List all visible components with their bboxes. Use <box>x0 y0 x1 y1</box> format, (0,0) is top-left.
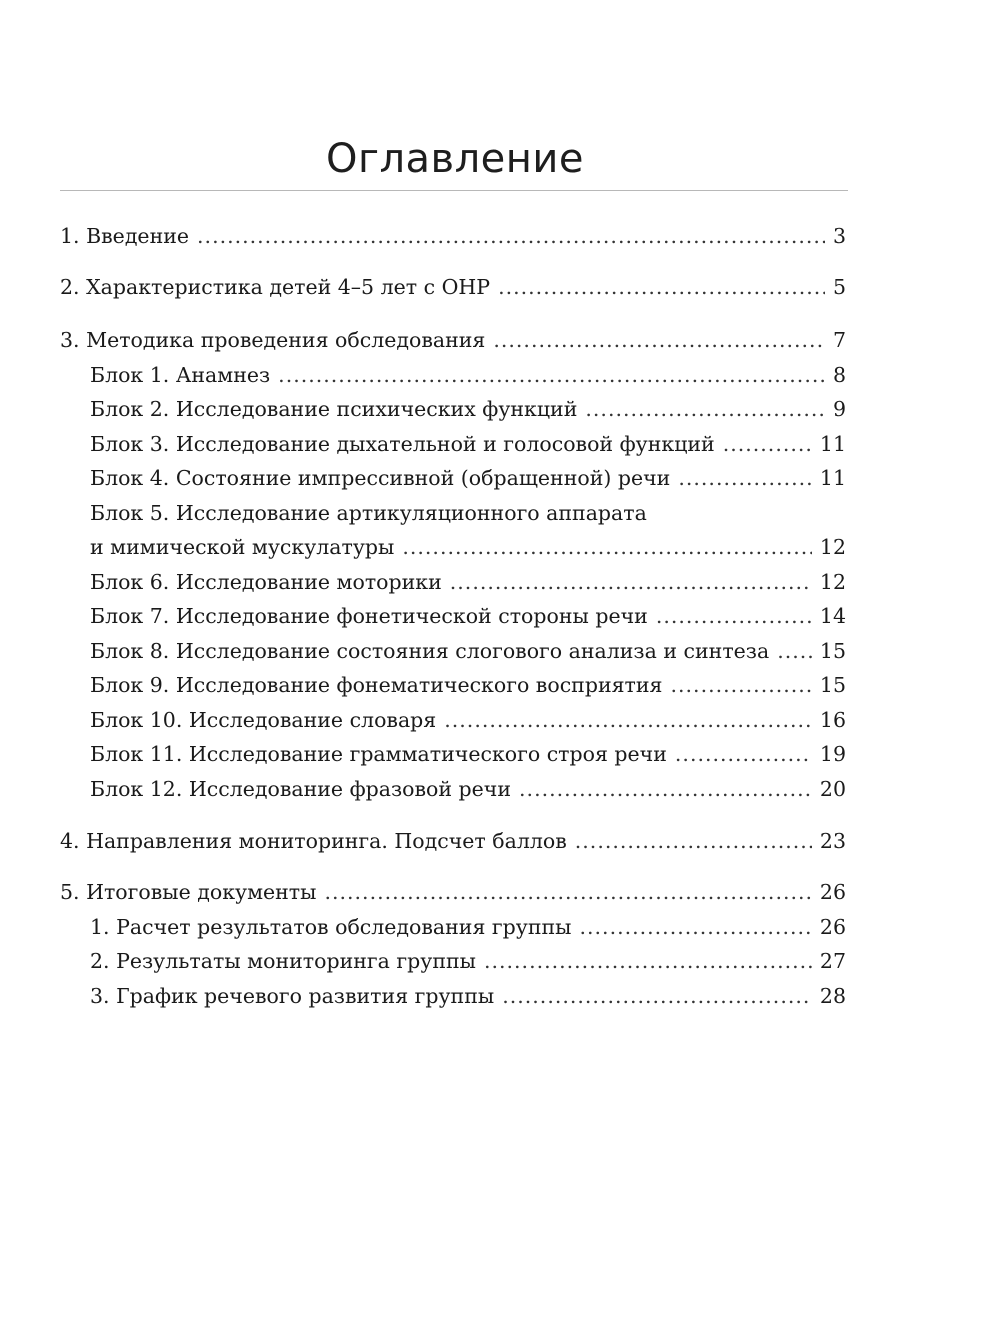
dot-leader <box>575 826 812 856</box>
dot-leader <box>324 877 811 907</box>
toc-entry-label: Блок 4. Состояние импрессивной (обращенной) речи <box>90 466 671 490</box>
page-title: Оглавление <box>325 136 585 182</box>
toc-subentry-block-1 <box>90 360 846 390</box>
dot-leader <box>450 567 812 597</box>
toc-entry-page: 27 <box>819 949 846 973</box>
dot-leader <box>675 739 812 769</box>
toc-subentry-block-7 <box>90 601 846 631</box>
toc-entry-monitoring <box>60 826 846 856</box>
toc-subentry-block-6 <box>90 567 846 597</box>
toc-subentry-block-9 <box>90 670 846 700</box>
dot-leader <box>493 325 825 355</box>
toc-entry-label: 2. Результаты мониторинга группы <box>90 949 476 973</box>
toc-entry-page: 9 <box>832 397 846 421</box>
dot-leader <box>678 463 812 493</box>
toc-entry-label: Блок 5. Исследование артикуляционного аппарата <box>90 501 647 525</box>
toc-entry-page: 12 <box>819 535 846 559</box>
dot-leader <box>585 394 825 424</box>
dot-leader <box>777 636 812 666</box>
toc-subentry-block-3 <box>90 429 846 459</box>
dot-leader <box>502 981 812 1011</box>
toc-entry-label: Блок 1. Анамнез <box>90 363 271 387</box>
toc-subentry-block-2 <box>90 394 846 424</box>
toc-subentry-block-4 <box>90 463 846 493</box>
toc-entry-page: 26 <box>819 915 846 939</box>
toc-entry-label: 1. Расчет результатов обследования группы <box>90 915 572 939</box>
toc-entry-page: 15 <box>819 673 846 697</box>
toc-entry-label: Блок 10. Исследование словаря <box>90 708 437 732</box>
toc-entry-characteristics <box>60 272 846 302</box>
toc-entry-introduction <box>60 221 846 251</box>
toc-entry-label: Блок 11. Исследование грамматического строя речи <box>90 742 667 766</box>
toc-entry-page: 23 <box>819 829 846 853</box>
toc-subentry-calculation <box>90 912 846 942</box>
toc-entry-final-documents <box>60 877 846 907</box>
dot-leader <box>278 360 825 390</box>
toc-entry-label: Блок 2. Исследование психических функций <box>90 397 578 421</box>
toc-subentry-block-10 <box>90 705 846 735</box>
toc-entry-page: 20 <box>819 777 846 801</box>
toc-entry-label: Блок 7. Исследование фонетической стороны речи <box>90 604 648 628</box>
toc-entry-page: 7 <box>832 328 846 352</box>
toc-subentry-graph <box>90 981 846 1011</box>
toc-entry-label: Блок 9. Исследование фонематического восприятия <box>90 673 663 697</box>
toc-entry-label: 3. График речевого развития группы <box>90 984 495 1008</box>
toc-entry-page: 11 <box>819 432 846 456</box>
toc-entry-label: Блок 3. Исследование дыхательной и голосовой функций <box>90 432 715 456</box>
toc-entry-label: 4. Направления мониторинга. Подсчет баллов <box>60 829 567 853</box>
toc-entry-methodology <box>60 325 846 355</box>
title-divider <box>60 190 848 191</box>
toc-entry-label: 5. Итоговые документы <box>60 880 317 904</box>
toc-subentry-block-11 <box>90 739 846 769</box>
toc-entry-label: Блок 12. Исследование фразовой речи <box>90 777 512 801</box>
toc-subentry-block-5-line-2 <box>90 532 846 562</box>
toc-entry-page: 26 <box>819 880 846 904</box>
toc-subentry-block-8 <box>90 636 846 666</box>
dot-leader <box>671 670 812 700</box>
toc-entry-page: 5 <box>832 275 846 299</box>
dot-leader <box>197 221 825 251</box>
toc-entry-page: 8 <box>832 363 846 387</box>
toc-entry-page: 16 <box>819 708 846 732</box>
dot-leader <box>444 705 812 735</box>
toc-entry-label: 3. Методика проведения обследования <box>60 328 486 352</box>
toc-entry-page: 11 <box>819 466 846 490</box>
toc-entry-label: 2. Характеристика детей 4–5 лет с ОНР <box>60 275 491 299</box>
toc-entry-page: 12 <box>819 570 846 594</box>
dot-leader <box>519 774 812 804</box>
toc-subentry-block-5-line-1 <box>90 498 846 528</box>
toc-entry-label: и мимической мускулатуры <box>90 535 395 559</box>
toc-entry-page: 15 <box>819 639 846 663</box>
dot-leader <box>498 272 825 302</box>
toc-entry-page: 28 <box>819 984 846 1008</box>
toc-subentry-results <box>90 946 846 976</box>
toc-entry-label: Блок 6. Исследование моторики <box>90 570 442 594</box>
toc-entry-page: 3 <box>832 224 846 248</box>
toc-entry-page: 14 <box>819 604 846 628</box>
toc-subentry-block-12 <box>90 774 846 804</box>
dot-leader <box>580 912 812 942</box>
dot-leader <box>656 601 812 631</box>
toc-entry-page: 19 <box>819 742 846 766</box>
toc-entry-label: Блок 8. Исследование состояния слогового анализа и синтеза <box>90 639 770 663</box>
dot-leader <box>484 946 812 976</box>
toc-entry-label: 1. Введение <box>60 224 190 248</box>
dot-leader <box>723 429 812 459</box>
dot-leader <box>402 532 812 562</box>
